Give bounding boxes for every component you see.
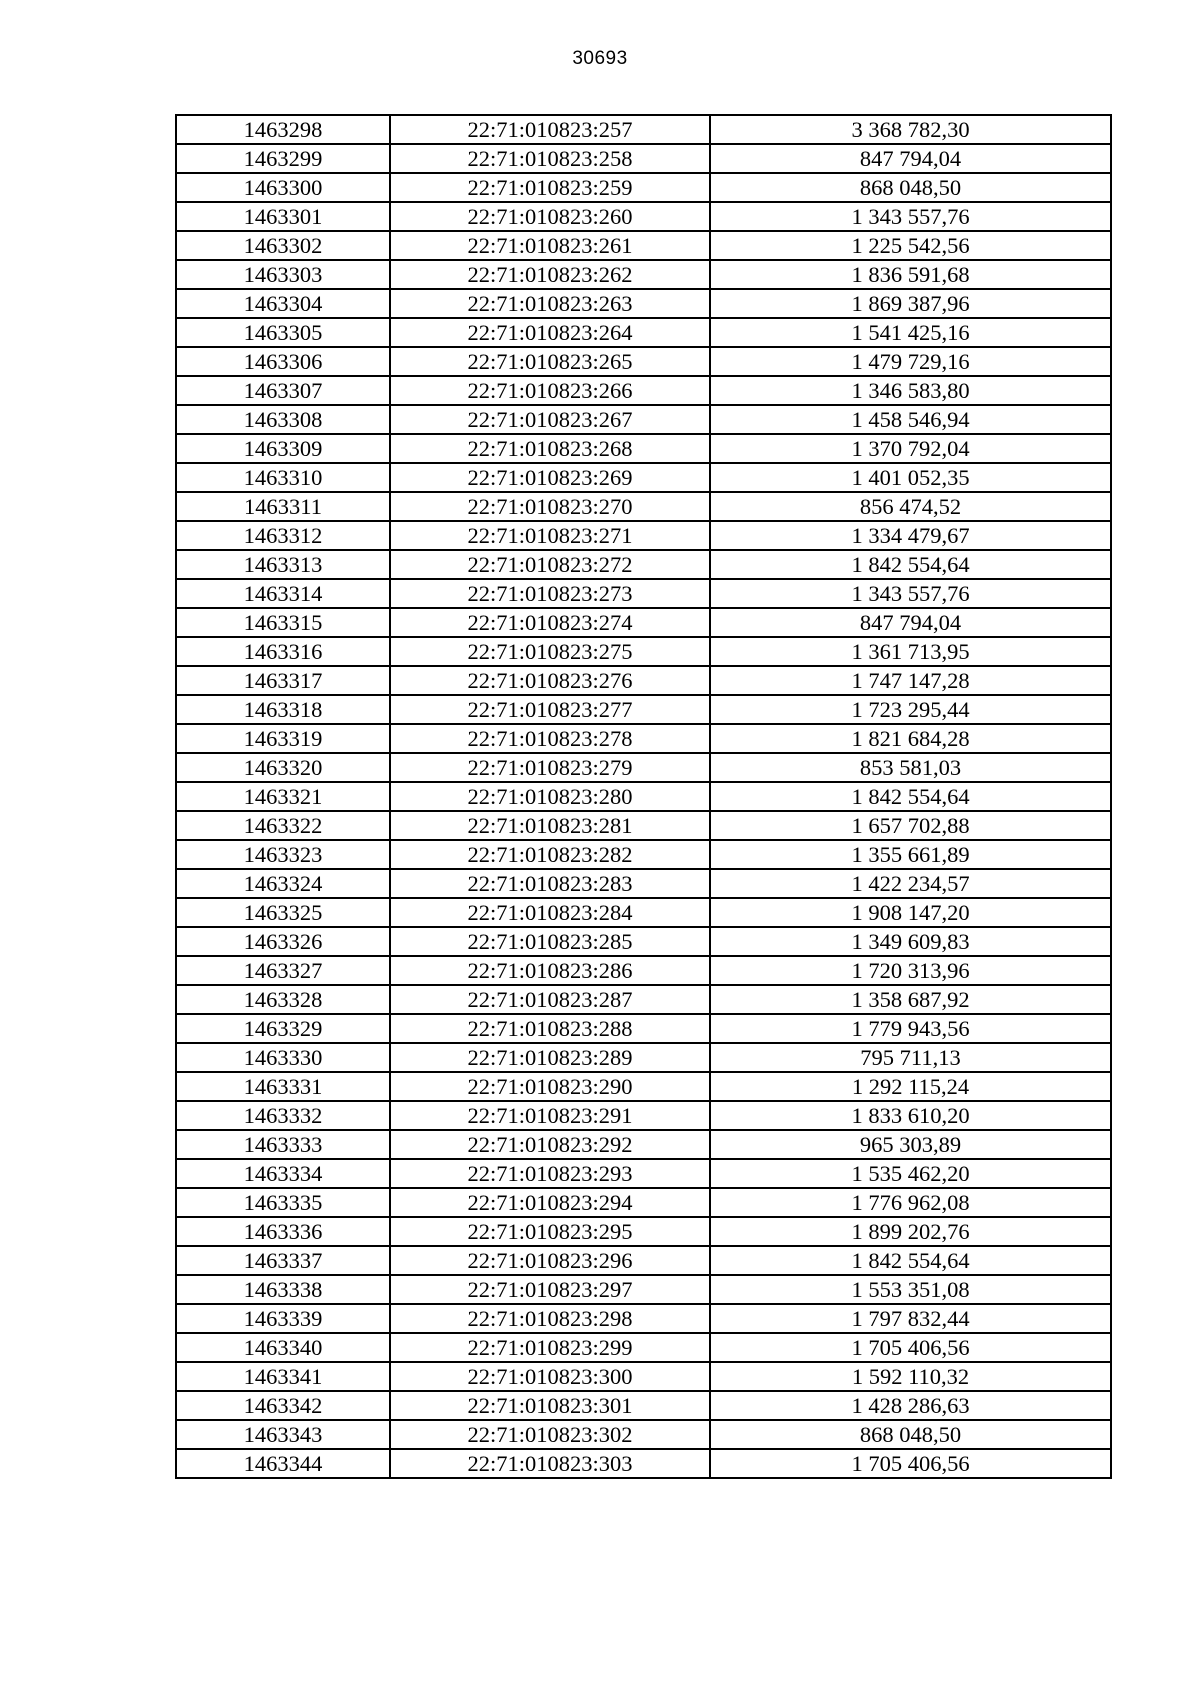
table-row: [176, 782, 1111, 811]
cadastral-value-cell: 1 292 115,24: [710, 1072, 1111, 1101]
table-row: [176, 1130, 1111, 1159]
registry-number-cell: 1463342: [176, 1391, 390, 1420]
registry-number-cell: 1463334: [176, 1159, 390, 1188]
table-row: [176, 463, 1111, 492]
table-row: [176, 231, 1111, 260]
table-row: [176, 173, 1111, 202]
cadastral-value-cell: 795 711,13: [710, 1043, 1111, 1072]
cadastral-value-cell: 965 303,89: [710, 1130, 1111, 1159]
registry-number-cell: 1463325: [176, 898, 390, 927]
table-row: [176, 115, 1111, 144]
cadastral-number-cell: 22:71:010823:286: [390, 956, 710, 985]
registry-number-cell: 1463315: [176, 608, 390, 637]
registry-number-cell: 1463312: [176, 521, 390, 550]
cadastral-number-cell: 22:71:010823:293: [390, 1159, 710, 1188]
table-row: [176, 695, 1111, 724]
cadastral-value-cell: 1 747 147,28: [710, 666, 1111, 695]
cadastral-value-cell: 1 908 147,20: [710, 898, 1111, 927]
table-row: [176, 1304, 1111, 1333]
registry-number-cell: 1463302: [176, 231, 390, 260]
cadastral-value-cell: 1 842 554,64: [710, 782, 1111, 811]
table-row: [176, 492, 1111, 521]
registry-number-cell: 1463339: [176, 1304, 390, 1333]
registry-number-cell: 1463331: [176, 1072, 390, 1101]
cadastral-value-cell: 1 705 406,56: [710, 1333, 1111, 1362]
table-row: [176, 637, 1111, 666]
table-row: [176, 1420, 1111, 1449]
registry-number-cell: 1463319: [176, 724, 390, 753]
cadastral-number-cell: 22:71:010823:274: [390, 608, 710, 637]
cadastral-value-cell: 3 368 782,30: [710, 115, 1111, 144]
registry-number-cell: 1463320: [176, 753, 390, 782]
table-row: [176, 724, 1111, 753]
cadastral-value-cell: 1 705 406,56: [710, 1449, 1111, 1478]
cadastral-value-cell: 1 541 425,16: [710, 318, 1111, 347]
cadastral-value-cell: 1 776 962,08: [710, 1188, 1111, 1217]
cadastral-value-cell: 868 048,50: [710, 1420, 1111, 1449]
cadastral-number-cell: 22:71:010823:285: [390, 927, 710, 956]
cadastral-number-cell: 22:71:010823:267: [390, 405, 710, 434]
table-row: [176, 405, 1111, 434]
cadastral-number-cell: 22:71:010823:303: [390, 1449, 710, 1478]
registry-table: [175, 114, 1112, 1479]
table-row: [176, 1217, 1111, 1246]
registry-number-cell: 1463332: [176, 1101, 390, 1130]
table-row: [176, 434, 1111, 463]
registry-number-cell: 1463321: [176, 782, 390, 811]
cadastral-number-cell: 22:71:010823:276: [390, 666, 710, 695]
cadastral-value-cell: 1 343 557,76: [710, 202, 1111, 231]
registry-number-cell: 1463326: [176, 927, 390, 956]
table-row: [176, 521, 1111, 550]
cadastral-value-cell: 1 842 554,64: [710, 550, 1111, 579]
table-row: [176, 1362, 1111, 1391]
cadastral-value-cell: 1 833 610,20: [710, 1101, 1111, 1130]
registry-number-cell: 1463299: [176, 144, 390, 173]
cadastral-number-cell: 22:71:010823:258: [390, 144, 710, 173]
table-row: [176, 318, 1111, 347]
cadastral-value-cell: 856 474,52: [710, 492, 1111, 521]
registry-number-cell: 1463340: [176, 1333, 390, 1362]
registry-number-cell: 1463303: [176, 260, 390, 289]
cadastral-number-cell: 22:71:010823:302: [390, 1420, 710, 1449]
cadastral-number-cell: 22:71:010823:301: [390, 1391, 710, 1420]
table-row: [176, 1101, 1111, 1130]
registry-number-cell: 1463322: [176, 811, 390, 840]
cadastral-value-cell: 1 334 479,67: [710, 521, 1111, 550]
cadastral-value-cell: 868 048,50: [710, 173, 1111, 202]
table-row: [176, 376, 1111, 405]
table-row: [176, 608, 1111, 637]
table-row: [176, 1246, 1111, 1275]
registry-number-cell: 1463327: [176, 956, 390, 985]
cadastral-number-cell: 22:71:010823:294: [390, 1188, 710, 1217]
cadastral-number-cell: 22:71:010823:269: [390, 463, 710, 492]
cadastral-value-cell: 1 779 943,56: [710, 1014, 1111, 1043]
registry-number-cell: 1463329: [176, 1014, 390, 1043]
cadastral-number-cell: 22:71:010823:296: [390, 1246, 710, 1275]
cadastral-value-cell: 853 581,03: [710, 753, 1111, 782]
registry-number-cell: 1463338: [176, 1275, 390, 1304]
cadastral-number-cell: 22:71:010823:259: [390, 173, 710, 202]
table-row: [176, 666, 1111, 695]
cadastral-number-cell: 22:71:010823:264: [390, 318, 710, 347]
cadastral-number-cell: 22:71:010823:291: [390, 1101, 710, 1130]
table-row: [176, 260, 1111, 289]
table-row: [176, 811, 1111, 840]
registry-number-cell: 1463316: [176, 637, 390, 666]
table-row: [176, 1333, 1111, 1362]
table-row: [176, 869, 1111, 898]
cadastral-number-cell: 22:71:010823:271: [390, 521, 710, 550]
cadastral-number-cell: 22:71:010823:275: [390, 637, 710, 666]
registry-number-cell: 1463337: [176, 1246, 390, 1275]
cadastral-value-cell: 1 361 713,95: [710, 637, 1111, 666]
cadastral-number-cell: 22:71:010823:287: [390, 985, 710, 1014]
cadastral-number-cell: 22:71:010823:272: [390, 550, 710, 579]
cadastral-number-cell: 22:71:010823:265: [390, 347, 710, 376]
cadastral-value-cell: 1 836 591,68: [710, 260, 1111, 289]
table-row: [176, 985, 1111, 1014]
registry-number-cell: 1463309: [176, 434, 390, 463]
registry-number-cell: 1463310: [176, 463, 390, 492]
registry-number-cell: 1463318: [176, 695, 390, 724]
cadastral-number-cell: 22:71:010823:279: [390, 753, 710, 782]
table-row: [176, 579, 1111, 608]
table-row: [176, 1449, 1111, 1478]
table-row: [176, 550, 1111, 579]
cadastral-number-cell: 22:71:010823:299: [390, 1333, 710, 1362]
cadastral-value-cell: 1 869 387,96: [710, 289, 1111, 318]
cadastral-value-cell: 847 794,04: [710, 608, 1111, 637]
cadastral-number-cell: 22:71:010823:290: [390, 1072, 710, 1101]
cadastral-number-cell: 22:71:010823:280: [390, 782, 710, 811]
cadastral-value-cell: 1 349 609,83: [710, 927, 1111, 956]
table-row: [176, 289, 1111, 318]
registry-number-cell: 1463336: [176, 1217, 390, 1246]
registry-number-cell: 1463313: [176, 550, 390, 579]
cadastral-number-cell: 22:71:010823:281: [390, 811, 710, 840]
registry-number-cell: 1463305: [176, 318, 390, 347]
cadastral-value-cell: 1 358 687,92: [710, 985, 1111, 1014]
cadastral-value-cell: 1 899 202,76: [710, 1217, 1111, 1246]
cadastral-value-cell: 1 842 554,64: [710, 1246, 1111, 1275]
registry-number-cell: 1463317: [176, 666, 390, 695]
table-row: [176, 1391, 1111, 1420]
cadastral-number-cell: 22:71:010823:282: [390, 840, 710, 869]
cadastral-number-cell: 22:71:010823:260: [390, 202, 710, 231]
cadastral-number-cell: 22:71:010823:300: [390, 1362, 710, 1391]
cadastral-value-cell: 1 346 583,80: [710, 376, 1111, 405]
cadastral-number-cell: 22:71:010823:277: [390, 695, 710, 724]
registry-table-body: [176, 115, 1111, 1478]
registry-number-cell: 1463307: [176, 376, 390, 405]
cadastral-value-cell: 1 428 286,63: [710, 1391, 1111, 1420]
table-row: [176, 1072, 1111, 1101]
cadastral-value-cell: 1 797 832,44: [710, 1304, 1111, 1333]
table-row: [176, 898, 1111, 927]
cadastral-value-cell: 1 657 702,88: [710, 811, 1111, 840]
table-row: [176, 1014, 1111, 1043]
registry-number-cell: 1463304: [176, 289, 390, 318]
registry-number-cell: 1463333: [176, 1130, 390, 1159]
cadastral-number-cell: 22:71:010823:283: [390, 869, 710, 898]
cadastral-number-cell: 22:71:010823:284: [390, 898, 710, 927]
cadastral-number-cell: 22:71:010823:268: [390, 434, 710, 463]
cadastral-number-cell: 22:71:010823:292: [390, 1130, 710, 1159]
table-row: [176, 1043, 1111, 1072]
registry-number-cell: 1463308: [176, 405, 390, 434]
registry-number-cell: 1463306: [176, 347, 390, 376]
registry-number-cell: 1463314: [176, 579, 390, 608]
registry-number-cell: 1463298: [176, 115, 390, 144]
cadastral-value-cell: 847 794,04: [710, 144, 1111, 173]
table-row: [176, 1275, 1111, 1304]
cadastral-number-cell: 22:71:010823:261: [390, 231, 710, 260]
table-row: [176, 956, 1111, 985]
registry-number-cell: 1463343: [176, 1420, 390, 1449]
cadastral-value-cell: 1 479 729,16: [710, 347, 1111, 376]
cadastral-value-cell: 1 720 313,96: [710, 956, 1111, 985]
table-row: [176, 202, 1111, 231]
registry-number-cell: 1463328: [176, 985, 390, 1014]
cadastral-number-cell: 22:71:010823:295: [390, 1217, 710, 1246]
table-row: [176, 840, 1111, 869]
registry-number-cell: 1463324: [176, 869, 390, 898]
registry-number-cell: 1463300: [176, 173, 390, 202]
registry-number-cell: 1463344: [176, 1449, 390, 1478]
cadastral-value-cell: 1 592 110,32: [710, 1362, 1111, 1391]
cadastral-value-cell: 1 821 684,28: [710, 724, 1111, 753]
cadastral-number-cell: 22:71:010823:257: [390, 115, 710, 144]
cadastral-value-cell: 1 355 661,89: [710, 840, 1111, 869]
cadastral-value-cell: 1 343 557,76: [710, 579, 1111, 608]
registry-number-cell: 1463301: [176, 202, 390, 231]
cadastral-value-cell: 1 370 792,04: [710, 434, 1111, 463]
cadastral-value-cell: 1 535 462,20: [710, 1159, 1111, 1188]
cadastral-value-cell: 1 401 052,35: [710, 463, 1111, 492]
cadastral-value-cell: 1 553 351,08: [710, 1275, 1111, 1304]
cadastral-value-cell: 1 458 546,94: [710, 405, 1111, 434]
cadastral-value-cell: 1 422 234,57: [710, 869, 1111, 898]
table-row: [176, 1159, 1111, 1188]
table-row: [176, 927, 1111, 956]
table-row: [176, 347, 1111, 376]
cadastral-number-cell: 22:71:010823:288: [390, 1014, 710, 1043]
cadastral-number-cell: 22:71:010823:266: [390, 376, 710, 405]
cadastral-value-cell: 1 723 295,44: [710, 695, 1111, 724]
page-number: 30693: [572, 48, 628, 69]
cadastral-number-cell: 22:71:010823:278: [390, 724, 710, 753]
table-row: [176, 1188, 1111, 1217]
cadastral-number-cell: 22:71:010823:270: [390, 492, 710, 521]
cadastral-number-cell: 22:71:010823:289: [390, 1043, 710, 1072]
cadastral-number-cell: 22:71:010823:262: [390, 260, 710, 289]
cadastral-number-cell: 22:71:010823:297: [390, 1275, 710, 1304]
cadastral-number-cell: 22:71:010823:273: [390, 579, 710, 608]
registry-number-cell: 1463323: [176, 840, 390, 869]
cadastral-number-cell: 22:71:010823:263: [390, 289, 710, 318]
cadastral-number-cell: 22:71:010823:298: [390, 1304, 710, 1333]
registry-number-cell: 1463335: [176, 1188, 390, 1217]
cadastral-value-cell: 1 225 542,56: [710, 231, 1111, 260]
table-row: [176, 753, 1111, 782]
registry-number-cell: 1463330: [176, 1043, 390, 1072]
registry-number-cell: 1463311: [176, 492, 390, 521]
registry-number-cell: 1463341: [176, 1362, 390, 1391]
table-row: [176, 144, 1111, 173]
